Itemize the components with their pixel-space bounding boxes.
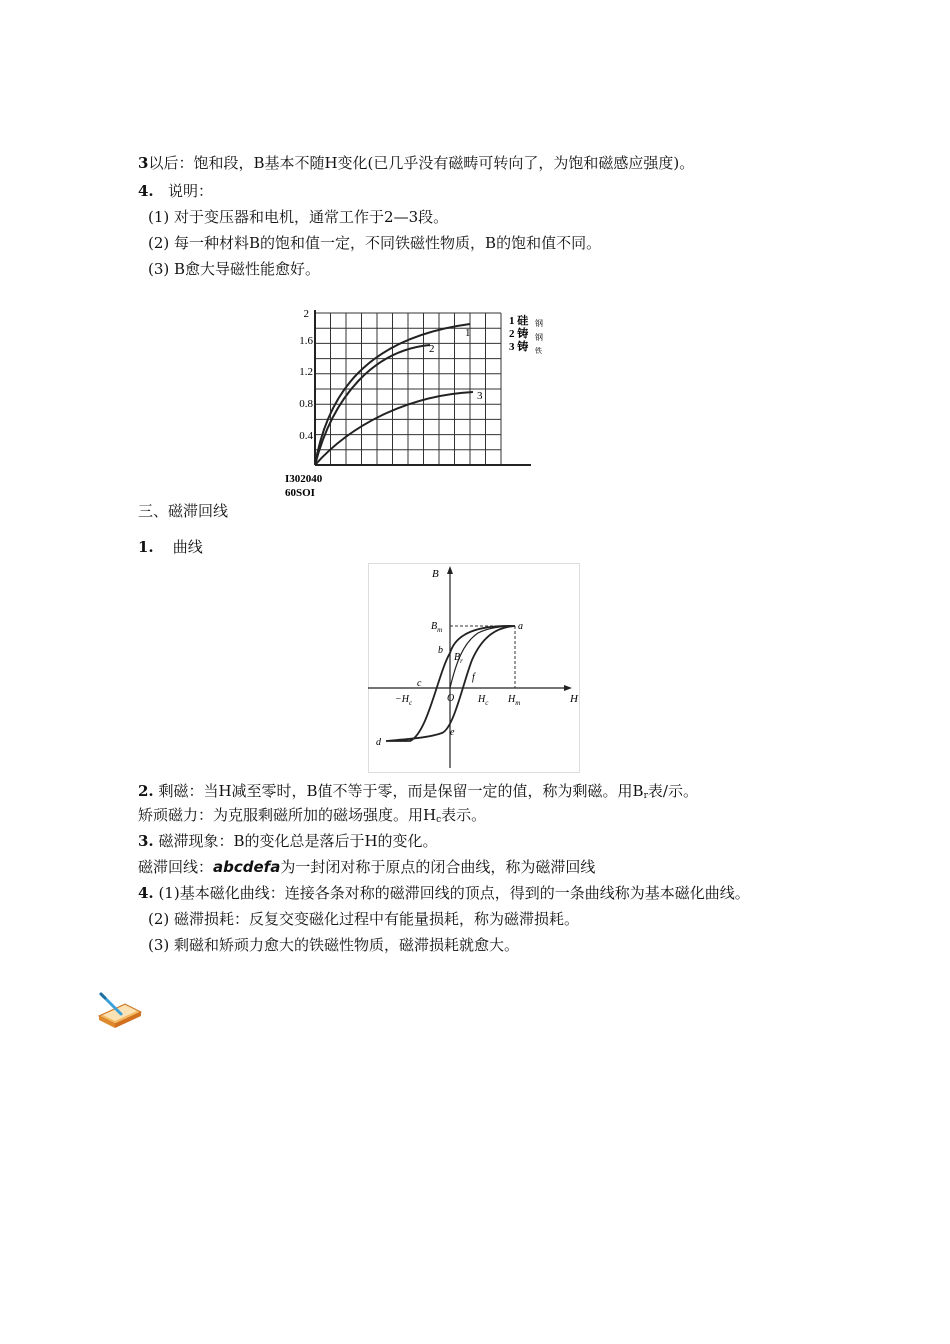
para-line-4 <box>148 232 601 254</box>
body-line-basic-curve <box>138 882 750 904</box>
y-tick-label: 0.4 <box>299 430 313 442</box>
para-text: 对于变压器和电机，通常工作于2—3段。 <box>174 208 449 226</box>
item-num: 1. <box>138 538 154 556</box>
subscript: r <box>643 791 648 801</box>
point-b-label: b <box>438 645 443 656</box>
body-line-loss <box>148 908 579 930</box>
b-axis-arrow <box>447 566 453 574</box>
body-text: 剩磁和矫顽力愈大的铁磁性物质，磁滞损耗就愈大。 <box>174 936 520 954</box>
b-axis-label: B <box>432 568 439 580</box>
h-axis-arrow <box>564 685 572 691</box>
section-item-1 <box>138 536 203 558</box>
body-line-remanence <box>138 780 698 807</box>
x-caption: 60SOI <box>285 487 315 499</box>
hm-label: $H_m$ <box>508 694 521 707</box>
book-pen-icon <box>95 990 145 1030</box>
item-num: 4. <box>138 884 154 902</box>
para-num: 3 <box>138 154 149 172</box>
body-text: (1)基本磁化曲线：连接各条对称的磁滞回线的顶点，得到的一条曲线称为基本磁化曲线。 <box>158 884 750 902</box>
neg-hc-label: $-H_c$ <box>395 694 413 707</box>
para-num: 4. <box>138 182 154 200</box>
chart-grid <box>315 313 501 465</box>
legend-tail: 钢 <box>535 333 543 342</box>
italic-term: abcdefa <box>213 858 281 876</box>
section-title: 三、磁滞回线 <box>138 502 229 520</box>
series-label: 2 <box>429 343 435 355</box>
body-text: 矫顽磁力：为克服剩磁所加的磁场强度。用H <box>138 806 437 824</box>
para-line-5 <box>148 258 320 280</box>
body-line-loop <box>138 856 595 878</box>
legend-item-1: 1 硅 <box>509 315 529 327</box>
series-label: 3 <box>477 390 483 402</box>
legend-item-3: 3 铸 <box>509 341 529 353</box>
x-caption: I302040 <box>285 473 323 485</box>
para-text: B愈大导磁性能愈好。 <box>174 260 321 278</box>
bm-label: $B_m$ <box>431 621 443 634</box>
item-num: 2. <box>138 782 154 800</box>
para-text: 说明： <box>167 182 213 200</box>
para-num: (1) <box>148 208 170 226</box>
item-text: 曲线 <box>172 538 203 556</box>
hc-label: $H_c$ <box>478 694 489 707</box>
curve-3-cast-iron <box>315 392 473 465</box>
body-line-hysteresis <box>138 830 438 852</box>
para-num: (2) <box>148 234 170 252</box>
body-text: 表/示。 <box>647 782 698 800</box>
para-text: 每一种材料B的饱和值一定，不同铁磁性物质，B的饱和值不同。 <box>174 234 602 252</box>
hysteresis-loop-figure <box>368 563 580 773</box>
para-num: (3) <box>148 260 170 278</box>
legend-tail: 铁 <box>535 347 542 355</box>
legend-tail: 钢 <box>535 319 543 328</box>
para-line-2 <box>138 180 213 202</box>
body-text: 磁滞现象：B的变化总是落后于H的变化。 <box>158 832 438 850</box>
y-tick-label: 0.8 <box>299 398 313 410</box>
y-tick-label: 1.2 <box>299 366 313 378</box>
y-tick-label: 2 <box>303 308 309 320</box>
body-text: 剩磁：当H减至零时，B值不等于零，而是保留一定的值，称为剩磁。用B <box>158 782 644 800</box>
magnetization-curve-chart <box>285 300 555 500</box>
h-axis-label: H <box>570 693 578 705</box>
body-text: 为一封闭对称于原点的闭合曲线，称为磁滞回线 <box>280 858 596 876</box>
para-line-1 <box>138 152 694 174</box>
para-line-3 <box>148 206 448 228</box>
point-d-label: d <box>376 737 381 748</box>
origin-label: O <box>447 693 455 704</box>
point-f-label: f <box>472 672 475 683</box>
item-num: 3. <box>138 832 154 850</box>
item-num: (2) <box>148 910 170 928</box>
y-tick-label: 1.6 <box>299 335 313 347</box>
item-num: (3) <box>148 936 170 954</box>
point-e-label: e <box>450 727 455 738</box>
series-label: 1 <box>465 327 471 339</box>
body-text: 磁滞回线： <box>138 858 214 876</box>
br-label: $B_r$ <box>454 652 463 665</box>
body-line-loss-factor <box>148 934 519 956</box>
body-line-coercivity <box>138 804 486 831</box>
body-text: 磁滞损耗：反复交变磁化过程中有能量损耗，称为磁滞损耗。 <box>174 910 580 928</box>
legend-item-2: 2 铸 <box>509 328 529 340</box>
point-a-label: a <box>518 621 523 632</box>
point-c-label: c <box>417 678 422 689</box>
subscript: c <box>436 815 442 825</box>
body-text: 表示。 <box>441 806 487 824</box>
para-text: 以后：饱和段，B基本不随H变化(已几乎没有磁畴可转向了，为饱和磁感应强度)。 <box>148 154 695 172</box>
